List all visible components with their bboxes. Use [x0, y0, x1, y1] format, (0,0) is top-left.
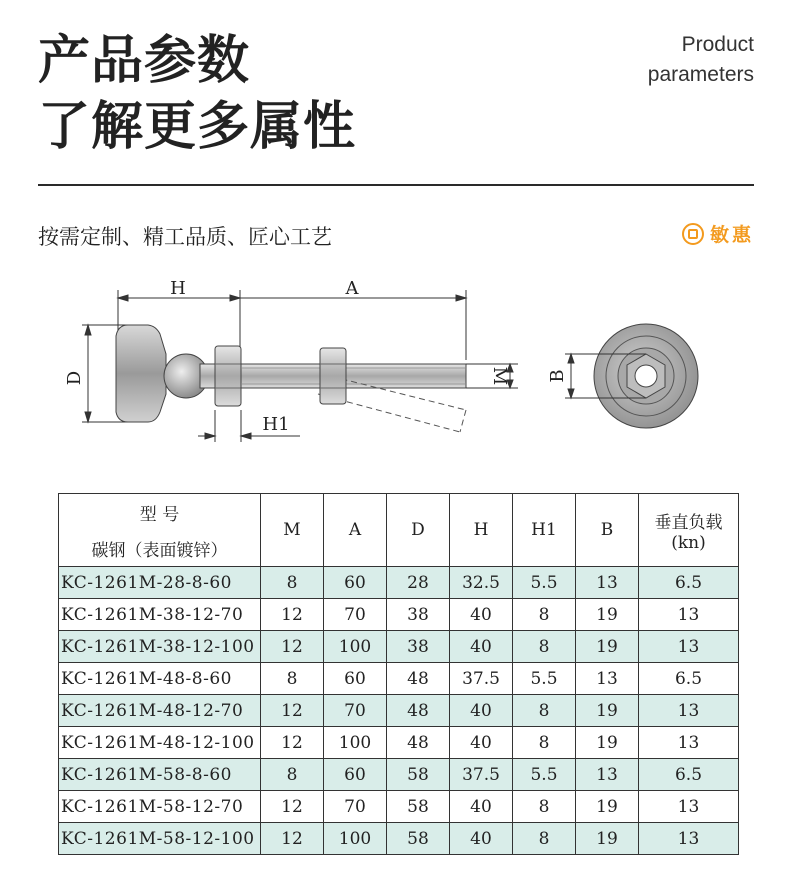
brand-logo-icon	[682, 223, 704, 245]
cell-h1: 5.5	[513, 567, 576, 599]
cell-b: 13	[576, 567, 639, 599]
header-col-d: D	[387, 494, 450, 567]
title-line-1: 产品参数	[38, 31, 251, 91]
cell-h1: 8	[513, 823, 576, 855]
cell-h: 40	[450, 695, 513, 727]
cell-d: 48	[387, 727, 450, 759]
spec-table-body	[59, 567, 739, 855]
cell-a: 70	[324, 695, 387, 727]
cell-b: 19	[576, 631, 639, 663]
cell-m: 8	[261, 663, 324, 695]
cell-h1: 8	[513, 599, 576, 631]
cell-a: 100	[324, 727, 387, 759]
cell-m: 8	[261, 759, 324, 791]
cell-model: KC-1261M-48-12-70	[59, 695, 261, 727]
label-h: H	[170, 278, 186, 299]
cell-model: KC-1261M-38-12-70	[59, 599, 261, 631]
cell-h1: 8	[513, 727, 576, 759]
label-d: D	[64, 370, 85, 386]
cell-a: 100	[324, 823, 387, 855]
header-divider	[38, 184, 754, 186]
header-col-load	[639, 494, 739, 567]
cell-load: 6.5	[639, 759, 739, 791]
cell-h1: 5.5	[513, 759, 576, 791]
page-title	[38, 28, 356, 160]
cell-a: 100	[324, 631, 387, 663]
cell-b: 19	[576, 823, 639, 855]
cell-h: 37.5	[450, 663, 513, 695]
header-model-line-1: 型 号	[139, 504, 180, 525]
table-row	[59, 791, 739, 823]
cell-h: 40	[450, 599, 513, 631]
cell-d: 38	[387, 599, 450, 631]
header-col-h: H	[450, 494, 513, 567]
header-col-m: M	[261, 494, 324, 567]
cell-m: 12	[261, 791, 324, 823]
cell-load: 13	[639, 695, 739, 727]
table-row	[59, 567, 739, 599]
cell-model: KC-1261M-28-8-60	[59, 567, 261, 599]
header-col-h1: H1	[513, 494, 576, 567]
cell-load: 13	[639, 599, 739, 631]
label-h1: H1	[262, 414, 290, 435]
cell-d: 48	[387, 663, 450, 695]
cell-b: 19	[576, 695, 639, 727]
title-line-2: 了解更多属性	[38, 97, 357, 157]
cell-b: 19	[576, 599, 639, 631]
cell-model: KC-1261M-48-8-60	[59, 663, 261, 695]
table-row	[59, 727, 739, 759]
label-a: A	[345, 278, 359, 299]
header-col-b: B	[576, 494, 639, 567]
header-col-a: A	[324, 494, 387, 567]
cell-model: KC-1261M-38-12-100	[59, 631, 261, 663]
cell-h: 37.5	[450, 759, 513, 791]
table-row	[59, 695, 739, 727]
technical-drawing	[0, 270, 790, 470]
cell-b: 13	[576, 663, 639, 695]
cell-h: 40	[450, 631, 513, 663]
cell-load: 13	[639, 727, 739, 759]
table-row	[59, 631, 739, 663]
cell-m: 12	[261, 695, 324, 727]
cell-b: 19	[576, 791, 639, 823]
table-row	[59, 663, 739, 695]
cell-h1: 8	[513, 791, 576, 823]
cell-m: 12	[261, 823, 324, 855]
cell-b: 13	[576, 759, 639, 791]
cell-load: 13	[639, 631, 739, 663]
slogan: 按需定制、精工品质、匠心工艺	[38, 225, 332, 249]
spec-table	[58, 493, 739, 855]
cell-h1: 8	[513, 631, 576, 663]
cell-h1: 5.5	[513, 663, 576, 695]
english-title	[648, 30, 754, 90]
cell-d: 58	[387, 759, 450, 791]
brand-name: 敏惠	[709, 224, 754, 246]
label-b: B	[547, 369, 568, 383]
end-view	[594, 324, 698, 428]
cell-h1: 8	[513, 695, 576, 727]
cell-model: KC-1261M-58-8-60	[59, 759, 261, 791]
cell-a: 70	[324, 599, 387, 631]
cell-h: 40	[450, 727, 513, 759]
table-row	[59, 759, 739, 791]
header-load-line-2: (kn)	[671, 532, 706, 553]
cell-model: KC-1261M-58-12-100	[59, 823, 261, 855]
cell-load: 6.5	[639, 567, 739, 599]
cell-a: 60	[324, 567, 387, 599]
cell-model: KC-1261M-48-12-100	[59, 727, 261, 759]
cell-m: 12	[261, 631, 324, 663]
cell-h: 40	[450, 823, 513, 855]
cell-load: 6.5	[639, 663, 739, 695]
brand	[682, 220, 754, 247]
english-title-line-1: Product	[681, 33, 754, 56]
cell-m: 8	[261, 567, 324, 599]
cell-h: 32.5	[450, 567, 513, 599]
header-load-line-1: 垂直负载	[654, 512, 723, 533]
cell-b: 19	[576, 727, 639, 759]
cell-d: 58	[387, 791, 450, 823]
header-material	[59, 530, 261, 567]
cell-m: 12	[261, 599, 324, 631]
cell-d: 28	[387, 567, 450, 599]
cell-d: 58	[387, 823, 450, 855]
cell-d: 38	[387, 631, 450, 663]
table-row	[59, 599, 739, 631]
header-model	[59, 494, 261, 531]
header-model-line-2: 碳钢（表面镀锌）	[91, 540, 228, 561]
cell-load: 13	[639, 823, 739, 855]
cell-m: 12	[261, 727, 324, 759]
cell-model: KC-1261M-58-12-70	[59, 791, 261, 823]
table-row	[59, 823, 739, 855]
cell-a: 60	[324, 759, 387, 791]
english-title-line-2: parameters	[647, 63, 754, 86]
cell-a: 70	[324, 791, 387, 823]
label-m: M	[489, 366, 510, 386]
cell-load: 13	[639, 791, 739, 823]
dimension-a	[240, 290, 466, 360]
cell-h: 40	[450, 791, 513, 823]
cell-d: 48	[387, 695, 450, 727]
cell-a: 60	[324, 663, 387, 695]
